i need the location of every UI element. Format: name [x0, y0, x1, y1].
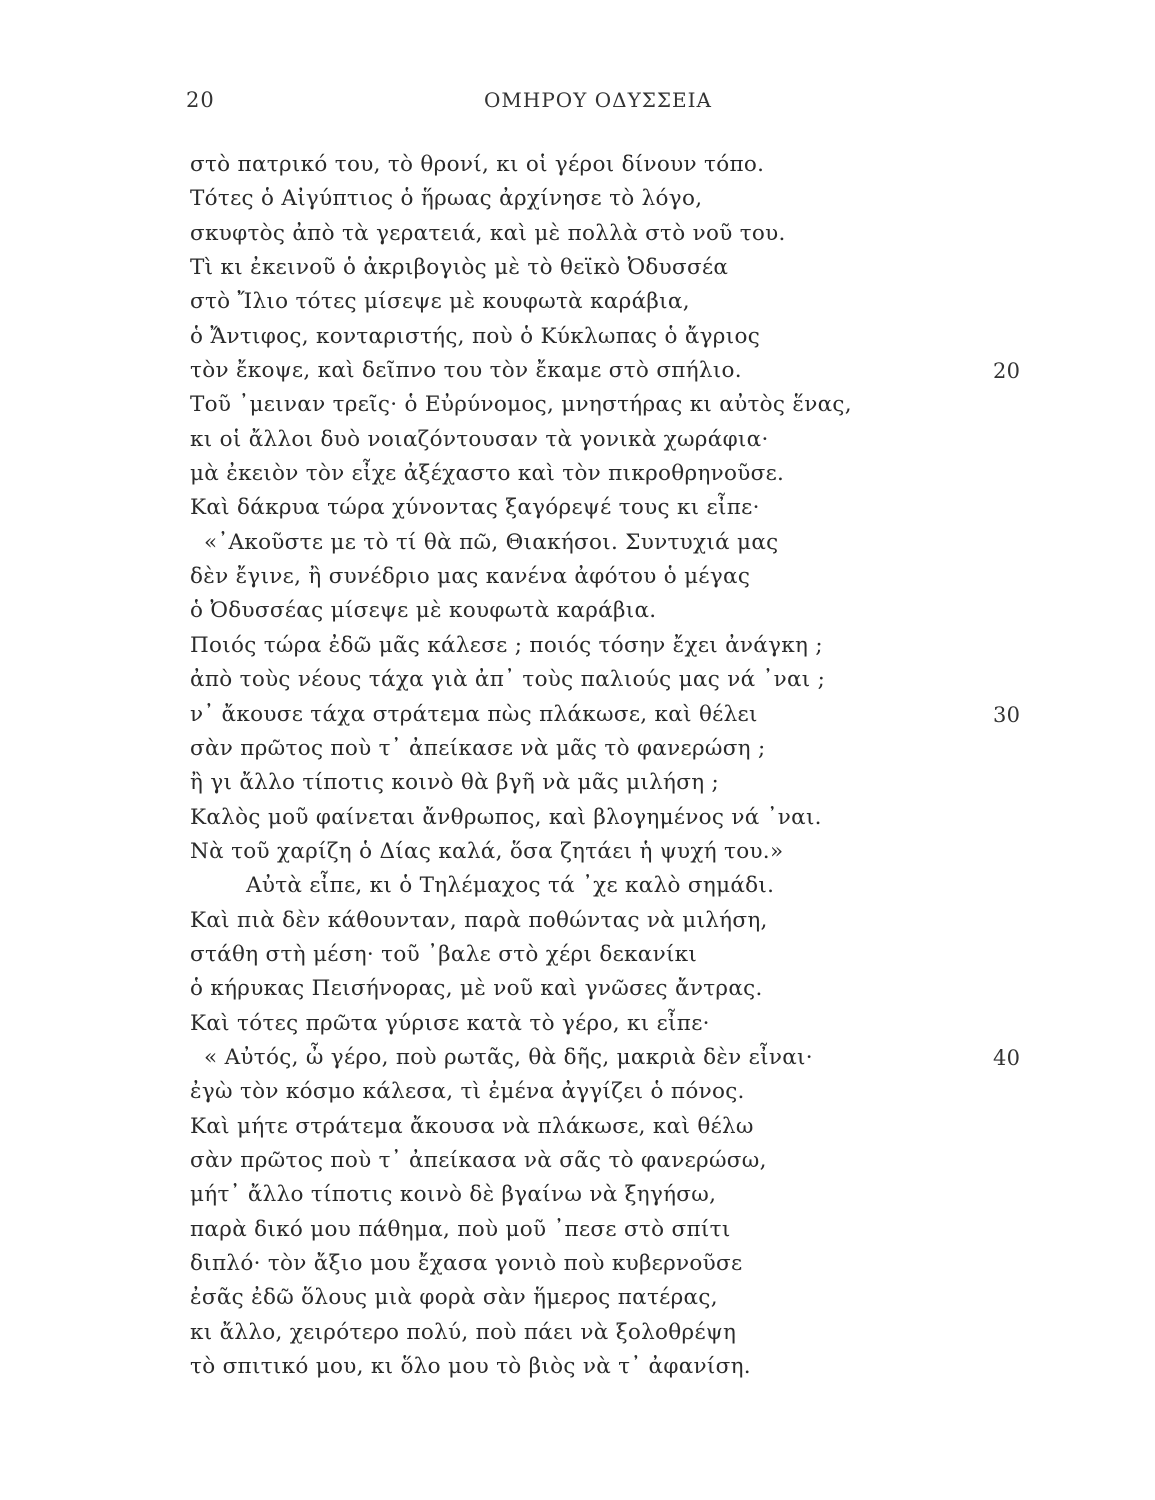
- verse-line: [190, 904, 1090, 938]
- verse-text: Τότες ὁ Αἰγύπτιος ὁ ἥρωας ἀρχίνησε τὸ λόγο,: [190, 186, 703, 212]
- verse-line: [190, 491, 1090, 525]
- verse-line: [190, 1178, 1090, 1212]
- verse-line: [190, 766, 1090, 800]
- verse-line: [190, 1281, 1090, 1315]
- verse-text: δὲν ἔγινε, ἢ συνέδριο μας κανένα ἀφότου ὁ μέγας: [190, 564, 751, 590]
- verse-text: σκυφτὸς ἀπὸ τὰ γερατειά, καὶ μὲ πολλὰ στὸ νοῦ του.: [190, 220, 786, 246]
- verse-line: [190, 423, 1090, 457]
- verse-line: [190, 938, 1090, 972]
- verse-text: σὰν πρῶτος ποὺ τ᾽ ἀπείκασα νὰ σᾶς τὸ φανερώσω,: [190, 1147, 767, 1173]
- verse-line: [190, 801, 1090, 835]
- verse-line: [190, 594, 1090, 628]
- verse-line: [190, 320, 1090, 354]
- verse-line: [190, 732, 1090, 766]
- verse-text: Τοῦ ᾽μειναν τρεῖς· ὁ Εὐρύνομος, μνηστήρας κι αὐτὸς ἕνας,: [190, 392, 852, 418]
- verse-text: τὸν ἔκοψε, καὶ δεῖπνο του τὸν ἔκαμε στὸ σπήλιο.: [190, 358, 742, 384]
- verse-text: Ποιός τώρα ἐδῶ μᾶς κάλεσε ; ποιός τόσην ἔχει ἀνάγκη ;: [190, 632, 823, 658]
- verse-line: [190, 526, 1090, 560]
- verse-line: [190, 148, 1090, 182]
- verse-text: τὸ σπιτικό μου, κι ὅλο μου τὸ βιὸς νὰ τ᾽ ἀφανίση.: [190, 1354, 751, 1380]
- line-number: 30: [993, 702, 1021, 727]
- verse-line: [190, 1316, 1090, 1350]
- verse-text: ἀπὸ τοὺς νέους τάχα γιὰ ἀπ᾽ τοὺς παλιούς μας νά ᾽ναι ;: [190, 667, 826, 693]
- running-head: [0, 88, 1155, 118]
- verse-text: Καὶ τότες πρῶτα γύρισε κατὰ τὸ γέρο, κι εἶπε·: [190, 1010, 710, 1036]
- verse-line: [190, 1110, 1090, 1144]
- verse-text: Καὶ δάκρυα τώρα χύνοντας ξαγόρεψέ τους κι εἶπε·: [190, 495, 760, 521]
- verse-line: [190, 354, 1090, 388]
- verse-text: Αὐτὰ εἶπε, κι ὁ Τηλέμαχος τά ᾽χε καλὸ σημάδι.: [246, 873, 775, 899]
- verse-line: [190, 1350, 1090, 1384]
- verse-text: « Αὐτός, ὦ γέρο, ποὺ ρωτᾶς, θὰ δῆς, μακριὰ δὲν εἶναι·: [204, 1044, 813, 1070]
- verse-line: [190, 388, 1090, 422]
- verse-text: Καὶ μήτε στράτεμα ἄκουσα νὰ πλάκωσε, καὶ θέλω: [190, 1113, 754, 1139]
- verse-text: Καὶ πιὰ δὲν κάθουνταν, παρὰ ποθώντας νὰ μιλήση,: [190, 907, 768, 933]
- verse-line: [190, 629, 1090, 663]
- verse-text: Τὶ κι ἐκεινοῦ ὁ ἀκριβογιὸς μὲ τὸ θεϊκὸ Ὀδυσσέα: [190, 255, 729, 281]
- verse-text: κι ἄλλο, χειρότερο πολύ, ποὺ πάει νὰ ξολοθρέψη: [190, 1319, 737, 1345]
- verse-text: στὸ Ἴλιο τότες μίσεψε μὲ κουφωτὰ καράβια,: [190, 289, 690, 315]
- verse-text: κι οἱ ἄλλοι δυὸ νοιαζόντουσαν τὰ γονικὰ χωράφια·: [190, 426, 769, 452]
- verse-text: ὁ Ἄντιφος, κονταριστής, ποὺ ὁ Κύκλωπας ὁ ἄγριος: [190, 323, 761, 349]
- verse-line: [190, 560, 1090, 594]
- verse-line: [190, 1144, 1090, 1178]
- verse-block: [190, 148, 1090, 1384]
- verse-text: ἐγὼ τὸν κόσμο κάλεσα, τὶ ἐμένα ἀγγίζει ὁ πόνος.: [190, 1079, 745, 1105]
- verse-line: [190, 1247, 1090, 1281]
- verse-text: Νὰ τοῦ χαρίζη ὁ Δίας καλά, ὅσα ζητάει ἡ ψυχή του.»: [190, 838, 784, 864]
- verse-line: [190, 285, 1090, 319]
- book-title: ΟΜΗΡΟΥ ΟΔΥΣΣΕΙΑ: [484, 88, 712, 112]
- verse-text: ὁ Ὀδυσσέας μίσεψε μὲ κουφωτὰ καράβια.: [190, 598, 657, 624]
- verse-text: ν᾽ ἄκουσε τάχα στράτεμα πὼς πλάκωσε, καὶ θέλει: [190, 701, 758, 727]
- verse-text: στὸ πατρικό του, τὸ θρονί, κι οἱ γέροι δίνουν τόπο.: [190, 152, 765, 177]
- verse-text: ἐσᾶς ἐδῶ ὅλους μιὰ φορὰ σὰν ἥμερος πατέρας,: [190, 1285, 718, 1311]
- verse-text: Καλὸς μοῦ φαίνεται ἄνθρωπος, καὶ βλογημένος νά ᾽ναι.: [190, 804, 822, 830]
- line-number: 40: [993, 1045, 1021, 1070]
- verse-line: [190, 835, 1090, 869]
- verse-text: παρὰ δικό μου πάθημα, ποὺ μοῦ ᾽πεσε στὸ σπίτι: [190, 1216, 731, 1242]
- verse-line: [190, 1075, 1090, 1109]
- verse-line: [190, 457, 1090, 491]
- verse-text: ὁ κήρυκας Πεισήνορας, μὲ νοῦ καὶ γνῶσες ἄντρας.: [190, 976, 763, 1002]
- verse-text: «᾽Ακοῦστε με τὸ τί θὰ πῶ, Θιακήσοι. Συντυχιά μας: [204, 529, 779, 555]
- verse-line: [190, 1041, 1090, 1075]
- verse-text: ἢ γι ἄλλο τίποτις κοινὸ θὰ βγῆ νὰ μᾶς μιλήση ;: [190, 770, 720, 796]
- verse-line: [190, 217, 1090, 251]
- verse-line: [190, 182, 1090, 216]
- verse-line: [190, 869, 1090, 903]
- verse-line: [190, 698, 1090, 732]
- page-number: 20: [186, 88, 215, 112]
- verse-line: [190, 972, 1090, 1006]
- verse-text: σὰν πρῶτος ποὺ τ᾽ ἀπείκασε νὰ μᾶς τὸ φανερώση ;: [190, 735, 766, 761]
- line-number: 20: [993, 359, 1021, 384]
- verse-line: [190, 1213, 1090, 1247]
- verse-text: μὰ ἐκειὸν τὸν εἶχε ἀξέχαστο καὶ τὸν πικροθρηνοῦσε.: [190, 461, 785, 487]
- verse-line: [190, 1007, 1090, 1041]
- verse-text: διπλό· τὸν ἄξιο μου ἔχασα γονιὸ ποὺ κυβερνοῦσε: [190, 1251, 743, 1276]
- verse-line: [190, 663, 1090, 697]
- verse-line: [190, 251, 1090, 285]
- verse-text: μήτ᾽ ἄλλο τίποτις κοινὸ δὲ βγαίνω νὰ ξηγήσω,: [190, 1182, 717, 1208]
- verse-text: στάθη στὴ μέση· τοῦ ᾽βαλε στὸ χέρι δεκανίκι: [190, 941, 698, 967]
